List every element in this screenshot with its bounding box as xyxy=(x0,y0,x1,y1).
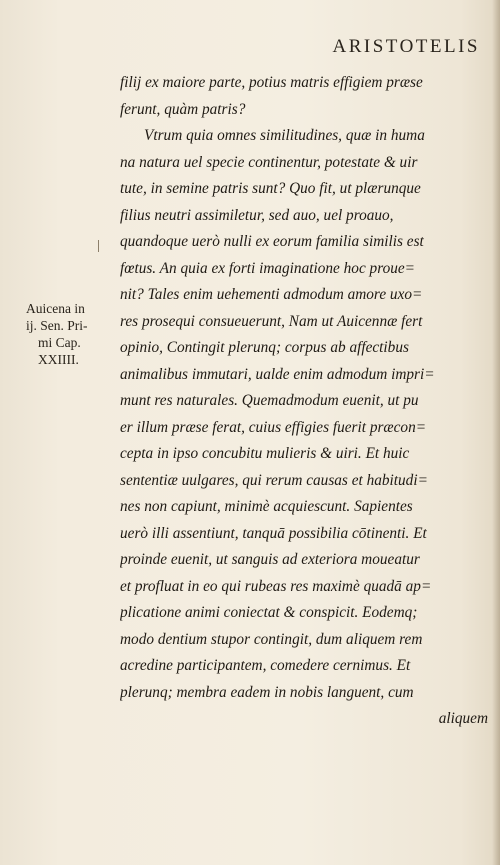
text-line: filius neutri assimiletur, sed auo, uel proauo, xyxy=(120,206,394,224)
text-line: plicatione animi coniectat & conspicit. Eodemq; xyxy=(120,604,418,621)
text-line: nes non capiunt, minimè acquiescunt. Sapientes xyxy=(120,498,413,515)
margin-note-line: mi Cap. xyxy=(38,335,81,350)
text-line: na natura uel specie continentur, potestate & uir xyxy=(120,153,418,171)
text-line: er illum præse ferat, cuius effigies fuerit præcon= xyxy=(120,418,427,436)
text-line: fœtus. An quia ex forti imaginatione hoc proue= xyxy=(120,259,415,277)
text-line: acredine participantem, comedere cernimus. Et xyxy=(120,657,411,674)
catchword: aliquem xyxy=(438,710,488,727)
text-line: animalibus immutari, ualde enim admodum impri= xyxy=(120,365,435,383)
text-line: quandoque uerò nulli ex eorum familia similis est xyxy=(120,233,424,250)
text-line: sententiæ uulgares, qui rerum causas et habitudi= xyxy=(120,471,428,489)
text-line: filij ex maiore parte, potius matris effigiem præse xyxy=(120,74,423,91)
margin-mark xyxy=(98,240,105,252)
text-line: et profluat in eo qui rubeas res maximè quadā ap= xyxy=(120,577,432,595)
margin-note-line: ij. Sen. Pri- xyxy=(26,318,88,333)
text-line: munt res naturales. Quemadmodum euenit, ut pu xyxy=(120,392,419,409)
text-line: tute, in semine patris sunt? Quo fit, ut plærunque xyxy=(120,180,421,197)
margin-note-line: Auicena in xyxy=(26,301,85,316)
page-gutter-shadow xyxy=(492,0,500,865)
margin-note xyxy=(26,300,120,368)
body-text xyxy=(120,70,492,733)
text-line: proinde euenit, ut sanguis ad exteriora moueatur xyxy=(120,551,420,568)
text-line: uerò illi assentiunt, tanquā possibilia cōtinenti. Et xyxy=(120,524,427,542)
running-head: ARISTOTELIS xyxy=(332,36,480,57)
text-line: nit? Tales enim uehementi admodum amore uxo= xyxy=(120,286,423,303)
text-line: opinio, Contingit plerunq; corpus ab affectibus xyxy=(120,339,409,356)
text-line: res prosequi consueuerunt, Nam ut Auicennæ fert xyxy=(120,312,423,330)
margin-note-line: XXIIII. xyxy=(38,352,79,367)
text-line: Vtrum quia omnes similitudines, quæ in huma xyxy=(144,127,425,144)
text-line: ferunt, quàm patris? xyxy=(120,100,246,118)
text-line: modo dentium stupor contingit, dum aliquem rem xyxy=(120,630,423,648)
text-line: cepta in ipso concubitu mulieris & uiri. Et huic xyxy=(120,445,410,462)
text-line: plerunq; membra eadem in nobis languent, cum xyxy=(120,683,414,701)
